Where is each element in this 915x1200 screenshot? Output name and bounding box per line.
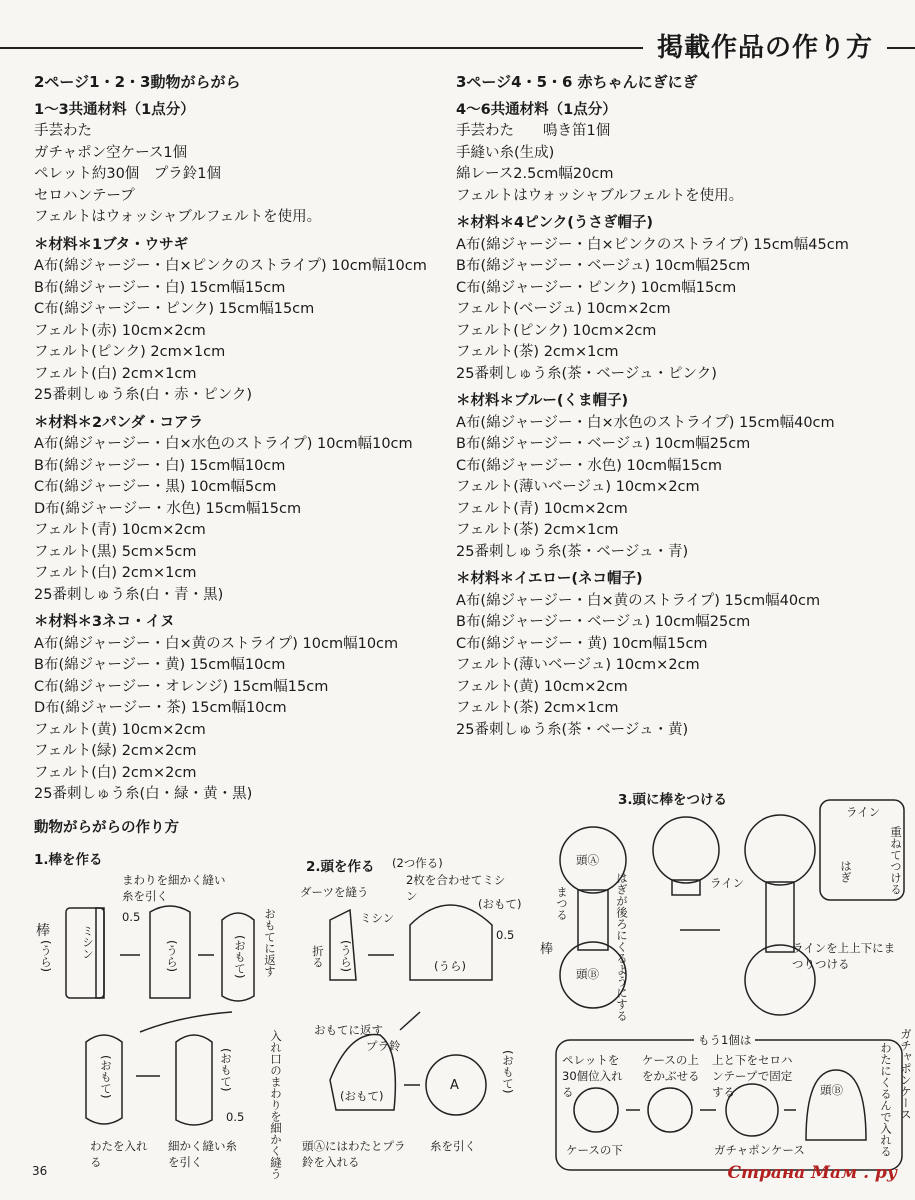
material-line: フェルト(青) 10cm×2cm (456, 500, 628, 517)
step2-dim: 0.5 (496, 928, 515, 942)
material-line: B布(綿ジャージー・黄) 15cm幅10cm (34, 657, 286, 673)
step1-front-3: (おもて) (219, 1048, 233, 1092)
step2-letter-a: A (450, 1078, 459, 1093)
material-line: 25番刺しゅう糸(茶・ベージュ・黄) (456, 721, 689, 738)
material-line: フェルト(薄いベージュ) 10cm×2cm (456, 657, 700, 673)
material-group-title: ＊材料＊2パンダ・コアラ (34, 414, 204, 431)
material-line: フェルト(黄) 10cm×2cm (34, 721, 206, 738)
step3-rod: 棒 (540, 942, 554, 957)
step1-title: 1.棒を作る (34, 852, 103, 868)
final-head-top (745, 815, 815, 885)
material-line: A布(綿ジャージー・白×水色のストライプ) 15cm幅40cm (456, 414, 835, 431)
material-line: B布(綿ジャージー・ベージュ) 10cm幅25cm (456, 614, 751, 630)
material-line: フェルト(赤) 10cm×2cm (34, 322, 206, 339)
step2-machine: ミシン (360, 911, 395, 925)
material-line: A布(綿ジャージー・白×ピンクのストライプ) 10cm幅10cm (34, 258, 427, 274)
right-column (456, 72, 896, 741)
step1-front-2: (おもて) (99, 1055, 113, 1099)
left-common-list (34, 121, 434, 229)
head-b-wrapped (806, 1070, 866, 1140)
material-group-title: ＊材料＊1ブタ・ウサギ (34, 236, 189, 253)
step2-front-2: (おもて) (340, 1089, 384, 1103)
step1-rod-back: (うら) (39, 940, 53, 972)
step3-head-a: 頭Ⓐ (576, 853, 599, 867)
material-line: 25番刺しゅう糸(茶・ベージュ・青) (456, 543, 689, 560)
right-section-title: 3ページ4・5・6 赤ちゃんにぎにぎ (456, 73, 698, 91)
material-line: B布(綿ジャージー・ベージュ) 10cm幅25cm (456, 436, 751, 452)
material-line: フェルト(黒) 5cm×5cm (34, 543, 197, 560)
material-group-title: ＊材料＊イエロー(ネコ帽子) (456, 571, 643, 587)
material-line: C布(綿ジャージー・黄) 10cm幅15cm (456, 635, 708, 652)
step3-wrap: まつる (555, 886, 569, 921)
step3-seam-note: はぎが後ろにくるようにする (615, 872, 629, 1022)
material-line: B布(綿ジャージー・ベージュ) 10cm幅25cm (456, 258, 751, 274)
another-tape: 上と下をセロハンテープで固定する (712, 1053, 793, 1099)
material-line: A布(綿ジャージー・白×水色のストライプ) 10cm幅10cm (34, 436, 413, 452)
material-line: A布(綿ジャージー・白×黄のストライプ) 15cm幅40cm (456, 592, 821, 609)
watermark-text: Страна Мам . ру (727, 1163, 897, 1183)
material-line: C布(綿ジャージー・ピンク) 10cm幅15cm (456, 279, 737, 296)
another-pellets: ペレットを30個位入れる (562, 1053, 623, 1099)
material-line: フェルト(白) 2cm×2cm (34, 764, 197, 781)
material-line: D布(綿ジャージー・茶) 15cm幅10cm (34, 700, 287, 716)
left-common-title: 1～3共通材料（1点分） (34, 101, 195, 118)
step3-overlap: 重ねてつける (889, 826, 903, 895)
step1-back: (うら) (165, 940, 179, 972)
material-line: C布(綿ジャージー・水色) 10cm幅15cm (456, 457, 723, 474)
step2-front-3: (おもて) (501, 1050, 515, 1094)
step1-rod-label: 棒 (36, 923, 50, 939)
material-line: 25番刺しゅう糸(白・青・黒) (34, 586, 224, 603)
material-line: 25番刺しゅう糸(白・緑・黄・黒) (34, 786, 253, 802)
step2-fold: 折る (311, 945, 325, 968)
material-line: 25番刺しゅう糸(白・赤・ピンク) (34, 387, 252, 403)
another-title: もう1個は (694, 1032, 755, 1048)
material-line: B布(綿ジャージー・白) 15cm幅15cm (34, 279, 286, 296)
illustration-area (0, 780, 915, 1200)
material-line: フェルト(緑) 2cm×2cm (34, 743, 197, 759)
case-covered (648, 1088, 692, 1132)
material-line: セロハンテープ (34, 187, 135, 204)
step2-front: (おもて) (478, 897, 522, 911)
material-line: フェルト(茶) 2cm×1cm (456, 344, 619, 360)
material-line: フェルト(ピンク) 10cm×2cm (456, 322, 657, 339)
step1-dim: 0.5 (122, 910, 141, 924)
how-to-title: 動物がらがらの作り方 (34, 820, 179, 836)
right-common-title: 4～6共通材料（1点分） (456, 101, 617, 118)
material-line: フェルト(茶) 2cm×1cm (456, 522, 619, 538)
material-line: フェルト(ピンク) 2cm×1cm (34, 344, 226, 360)
another-wrap-note: わたにくるんで入れる (879, 1042, 893, 1157)
material-line: ガチャポン空ケース1個 (34, 144, 188, 161)
material-line: 綿レース2.5cm幅20cm (456, 166, 614, 182)
step2-dart: ダーツを縫う (300, 885, 369, 899)
material-line: C布(綿ジャージー・オレンジ) 15cm幅15cm (34, 678, 329, 695)
material-line: フェルト(青) 10cm×2cm (34, 522, 206, 538)
material-line: C布(綿ジャージー・黒) 10cm幅5cm (34, 479, 277, 495)
rod-finished (176, 1035, 212, 1125)
step2-count: (2つ作る) (392, 856, 443, 870)
material-line: フェルト(薄いベージュ) 10cm×2cm (456, 479, 700, 495)
material-line: A布(綿ジャージー・白×黄のストライプ) 10cm幅10cm (34, 635, 399, 652)
another-case-bottom: ケースの下 (566, 1143, 623, 1157)
rod-attached (578, 890, 608, 950)
step1-dim-2: 0.5 (226, 1110, 245, 1124)
material-line: フェルトはウォッシャブルフェルトを使用。 (456, 187, 744, 204)
head-top-detail (653, 817, 719, 883)
step1-front: (おもて) (233, 935, 247, 979)
right-common-list (456, 121, 896, 207)
step2-title: 2.頭を作る (306, 859, 375, 875)
material-line: 手縫い糸(生成) (456, 144, 555, 161)
step3-title: 3.頭に棒をつける (618, 792, 728, 808)
step1-sew-pull: 細かく縫い糸を引く (168, 1139, 237, 1169)
material-group-title: ＊材料＊ブルー(くま帽子) (456, 393, 629, 409)
rod-fabric-fold (96, 908, 104, 998)
step2-back-1: (うら) (339, 940, 353, 972)
final-rod (766, 882, 794, 952)
material-line: D布(綿ジャージー・水色) 15cm幅15cm (34, 500, 302, 517)
step3-line: ライン (710, 876, 745, 890)
material-line: A布(綿ジャージー・白×ピンクのストライプ) 15cm幅45cm (456, 236, 849, 253)
another-head-b: 頭Ⓑ (820, 1083, 843, 1097)
step3-inset-line: ライン (846, 805, 881, 819)
material-line: フェルトはウォッシャブルフェルトを使用。 (34, 209, 322, 225)
step1-sew-note: まわりを細かく縫い糸を引く (122, 873, 226, 903)
another-side-note: ガチャポンケース (899, 1028, 913, 1120)
step1-stuff: わたを入れる (90, 1139, 148, 1169)
material-line: C布(綿ジャージー・ピンク) 15cm幅15cm (34, 301, 315, 317)
material-group-title: ＊材料＊4ピンク(うさぎ帽子) (456, 215, 654, 231)
arrow-curve-1 (140, 1012, 232, 1032)
material-line: 25番刺しゅう糸(茶・ベージュ・ピンク) (456, 365, 717, 382)
another-gacha-case: ガチャポンケース (714, 1143, 805, 1157)
step2-head-a-note: 頭Ⓐにはわたとプラ鈴を入れる (302, 1139, 406, 1169)
illustration-drawings (0, 780, 915, 1200)
step2-bell: プラ鈴 (366, 1039, 401, 1053)
arrow-5 (400, 1012, 420, 1030)
material-line: ペレット約30個 プラ鈴1個 (34, 166, 222, 182)
page-title: 掲載作品の作り方 (643, 30, 887, 66)
step2-join: 2枚を合わせてミシン (406, 873, 506, 903)
step3-seam: はぎ (839, 860, 853, 883)
step3-head-b: 頭Ⓑ (576, 967, 599, 981)
step3-line-note: ラインを上上下にまつりつける (792, 941, 896, 971)
material-line: フェルト(白) 2cm×1cm (34, 565, 197, 581)
page-number: 36 (32, 1164, 48, 1178)
material-line: フェルト(黄) 10cm×2cm (456, 678, 628, 695)
title-bar (0, 30, 915, 66)
material-line: フェルト(茶) 2cm×1cm (456, 700, 619, 716)
another-cover: ケースの上をかぶせる (642, 1053, 700, 1083)
step2-pull: 糸を引く (430, 1139, 476, 1153)
material-line: 手芸わた 鳴き笛1個 (456, 123, 611, 139)
material-line: フェルト(白) 2cm×1cm (34, 365, 197, 382)
left-column (34, 72, 434, 806)
material-line: フェルト(ベージュ) 10cm×2cm (456, 301, 671, 317)
right-groups (456, 213, 896, 741)
material-group-title: ＊材料＊3ネコ・イヌ (34, 614, 175, 630)
step1-machine: ミシン (81, 925, 95, 960)
step2-opening: 入れ口のまわりを細かく縫う (269, 1030, 283, 1180)
step1-turn-out: おもてに返す (263, 908, 277, 977)
step2-back-2: (うら) (434, 959, 466, 973)
left-section-title: 2ページ1・2・3動物がらがら (34, 73, 241, 91)
step2-turn-out: おもてに返す (314, 1023, 383, 1037)
material-line: 手芸わた (34, 123, 92, 139)
left-groups (34, 235, 434, 806)
material-line: B布(綿ジャージー・白) 15cm幅10cm (34, 457, 286, 474)
